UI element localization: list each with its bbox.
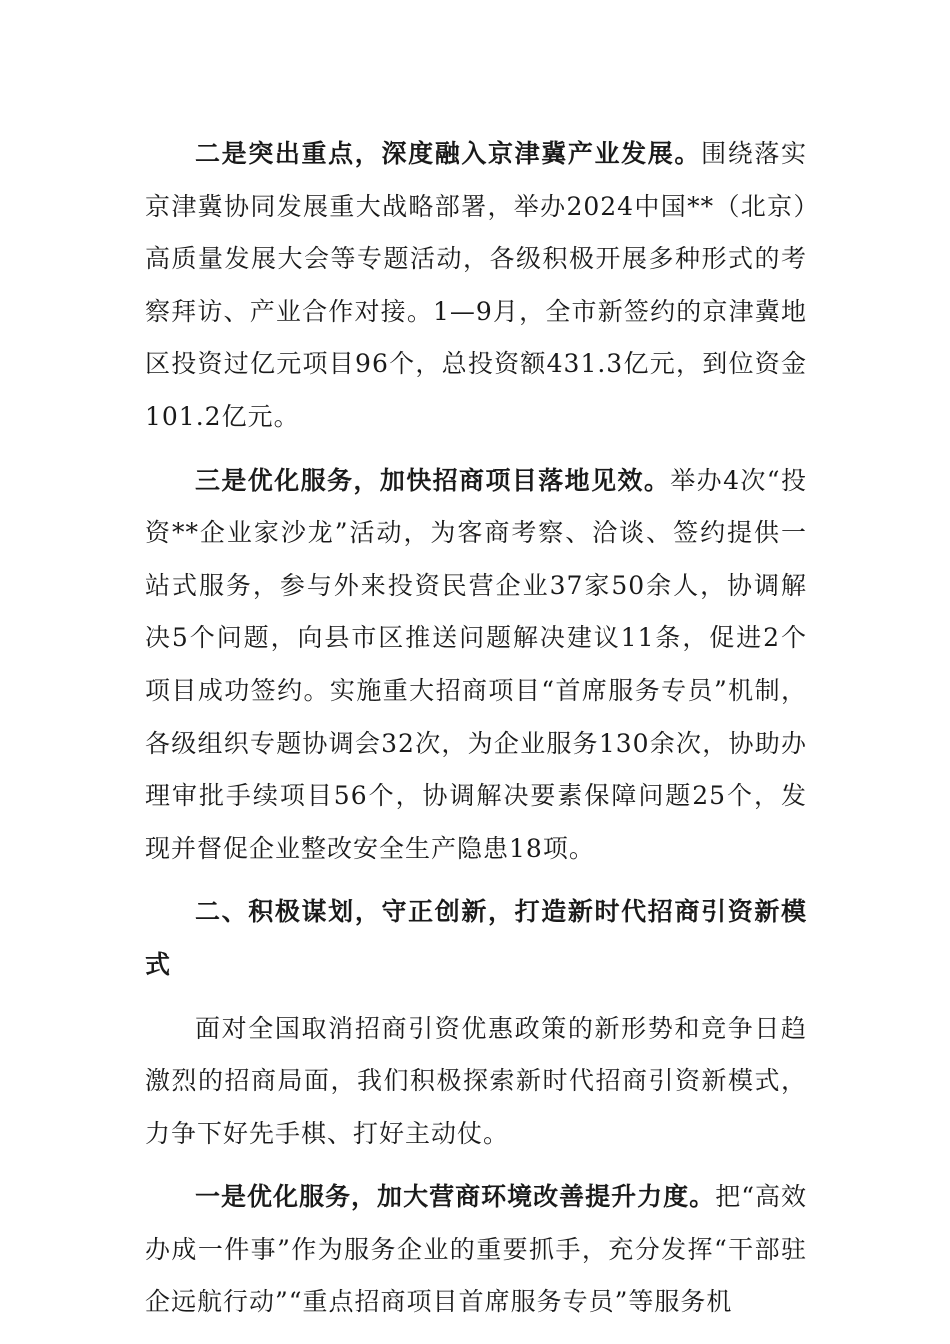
section-heading: 二、积极谋划，守正创新，打造新时代招商引资新模式 bbox=[145, 897, 807, 979]
paragraph-lead: 一是优化服务，加大营商环境改善提升力度。 bbox=[195, 1182, 716, 1212]
paragraph-beijing-tianjin-hebei bbox=[145, 128, 807, 444]
paragraph-lead: 二是突出重点，深度融入京津冀产业发展。 bbox=[195, 139, 702, 168]
paragraph-body: 围绕落实京津冀协同发展重大战略部署，举办2024中国**（北京）高质量发展大会等专题活动，各级积极开展多种形式的考察拜访、产业合作对接。1—9月，全市新签约的京津冀地区投资过亿元项目96个，总投资额431.3亿元，到位资金101.2亿元。 bbox=[145, 139, 807, 431]
paragraph-body: 把“高效办成一件事”作为服务企业的重要抓手，充分发挥“干部驻企远航行动”“重点招商项目首席服务专员”等服务机 bbox=[145, 1182, 807, 1317]
paragraph-lead: 三是优化服务，加快招商项目落地见效。 bbox=[195, 465, 671, 495]
document-page bbox=[145, 128, 807, 1329]
paragraph-optimize-service bbox=[145, 455, 807, 876]
paragraph-new-situation bbox=[145, 1003, 807, 1161]
paragraph-business-environment bbox=[145, 1171, 807, 1329]
paragraph-body: 举办4次“投资**企业家沙龙”活动，为客商考察、洽谈、签约提供一站式服务，参与外来投资民营企业37家50余人，协调解决5个问题，向县市区推送问题解决建议11条，促进2个项目成功签约。实施重大招商项目“首席服务专员”机制，各级组织专题协调会32次，为企业服务130余次，协助办理审批手续项目56个，协调解决要素保障问题25个，发现并督促企业整改安全生产隐患18项。 bbox=[145, 465, 808, 863]
paragraph-body: 面对全国取消招商引资优惠政策的新形势和竞争日趋激烈的招商局面，我们积极探索新时代招商引资新模式，力争下好先手棋、打好主动仗。 bbox=[145, 1013, 807, 1148]
